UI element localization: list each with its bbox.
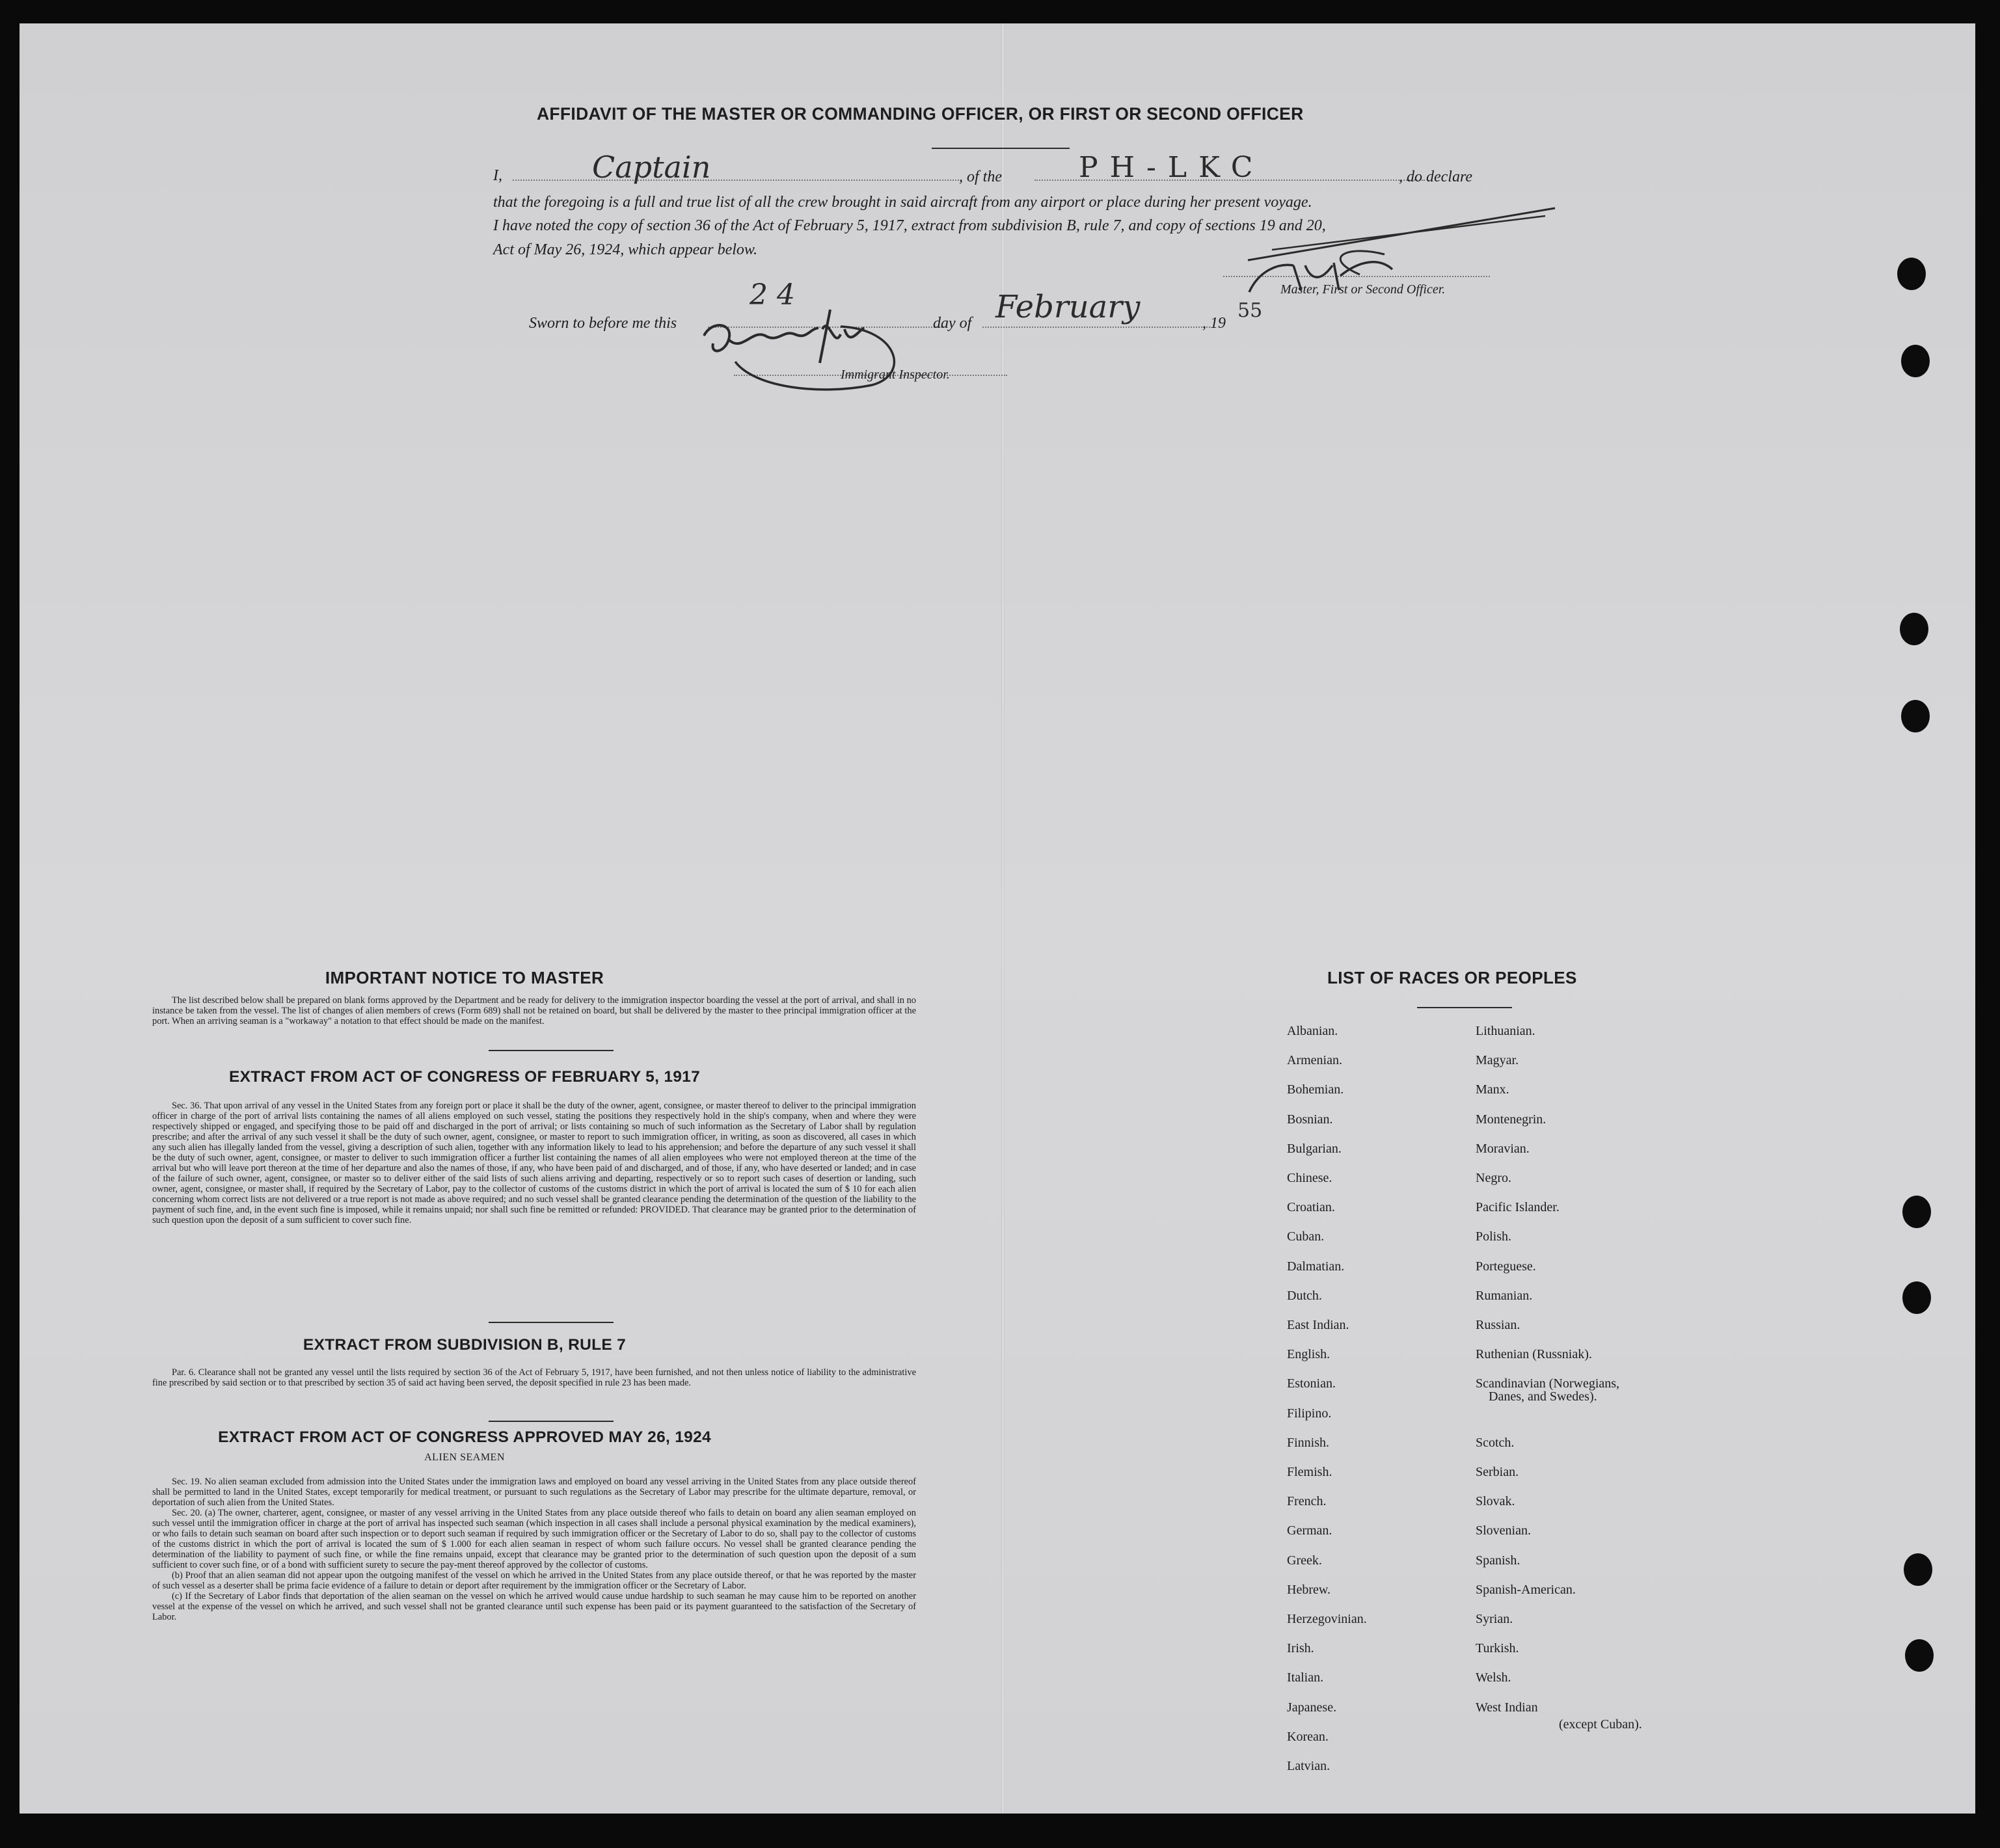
race-item: Greek.: [1287, 1553, 1322, 1568]
year-prefix: , 19: [1202, 315, 1226, 332]
race-item: Croatian.: [1287, 1200, 1335, 1215]
race-item: English.: [1287, 1347, 1331, 1362]
binder-hole: [1900, 613, 1928, 645]
race-item: Latvian.: [1287, 1759, 1331, 1773]
race-item: Finnish.: [1287, 1435, 1330, 1450]
race-item: Polish.: [1476, 1229, 1512, 1244]
extract-1917-heading: EXTRACT FROM ACT OF CONGRESS OF FEBRUARY 5, 1917: [228, 1068, 701, 1086]
sec-20b-text: (b) Proof that an alien seaman did not appear upon the outgoing manifest of the vessel on which he arrived in the United States from any place outside thereof, or that he was reported by the master of such vessel as a deserter shall be prima facie evidence of a failure to detain or deport after requirement by the immigration officer or the Secretary of Labor.: [152, 1570, 916, 1591]
rule-7-paragraph: [152, 1367, 916, 1388]
sec-20a-text: Sec. 20. (a) The owner, charterer, agent, consignee, or master of any vessel arriving in the United States from any place outside thereof who fails to detain on board any alien seaman employed on such vessel until the immigration officer in charge at the port of arrival has inspected such seaman (which inspection in all cases shall include a personal physical examination by the medical examiners), or who fails to detain such seaman on board after such inspection or to deport such seaman if required by such immigration officer or the Secretary of Labor to do so, shall pay to the collector of customs of the customs district in which the port of arrival is located the sum of $ 1.000 for each alien seaman in respect of whom such failure occurs. No vessel shall be granted clearance pending the determination of the liability to payment of such fine, or while the fine remains unpaid, except that clearance may be granted prior to the determination of such question upon the deposit of a sum sufficient to cover such fine, or of a bond with sufficient surety to secure the pay-ment thereof approved by the collector of customs.: [152, 1508, 916, 1570]
divider: [489, 1421, 614, 1422]
master-caption: Master, First or Second Officer.: [1280, 282, 1446, 297]
declaration-line-4: Act of May 26, 1924, which appear below.: [493, 241, 758, 258]
race-item: Chinese.: [1287, 1171, 1332, 1185]
day-of-label: day of: [933, 315, 972, 332]
race-item: Estonian.: [1287, 1376, 1336, 1391]
extract-1924-heading: EXTRACT FROM ACT OF CONGRESS APPROVED MAY 26, 1924: [218, 1428, 711, 1446]
par-6-text: Par. 6. Clearance shall not be granted any vessel until the lists required by section 36 of the Act of February 5, 1917, have been furnished, and not then unless notice of liability to the administrative fine prescribed by said section or to that prescribed by section 35 of said act having been served, the deposit specified in rule 23 has been made.: [152, 1367, 916, 1388]
binder-hole: [1905, 1639, 1934, 1672]
races-heading: LIST OF RACES OR PEOPLES: [1327, 968, 1577, 987]
race-item: Lithuanian.: [1476, 1024, 1535, 1038]
notice-paragraph: [152, 995, 916, 1026]
i-label: I,: [493, 167, 502, 184]
binder-hole: [1902, 1281, 1931, 1314]
race-item: Spanish.: [1476, 1553, 1520, 1568]
captain-handwriting: Captain: [592, 150, 711, 185]
race-item: Pacific Islander.: [1476, 1200, 1560, 1215]
binder-hole: [1901, 700, 1930, 732]
binder-hole: [1897, 258, 1926, 290]
race-item: Korean.: [1287, 1729, 1329, 1744]
race-item: Montenegrin.: [1476, 1112, 1547, 1127]
race-item: Magyar.: [1476, 1053, 1519, 1068]
race-item: Turkish.: [1476, 1641, 1519, 1656]
divider: [489, 1322, 614, 1323]
race-item: Filipino.: [1287, 1406, 1332, 1421]
rule-7-heading: EXTRACT FROM SUBDIVISION B, RULE 7: [303, 1336, 627, 1354]
sec-19-text: Sec. 19. No alien seaman excluded from admission into the United States under the immigration laws and employed on board any vessel arriving in the United States from any place outside thereof shall be permitted to land in the United States, except temporarily for medical treatment, or pursuant to such regulations as the Secretary of Labor may prescribe for the ultimate departure, removal, or deportation of such alien from the United States.: [152, 1477, 916, 1508]
race-item-continuation: Danes, and Swedes).: [1489, 1389, 1597, 1404]
race-item: Slovak.: [1476, 1494, 1515, 1509]
notice-text: The list described below shall be prepared on blank forms approved by the Department and be ready for delivery to the immigration inspector boarding the vessel at the port of arrival, and shall in no instance be taken from the vessel. The list of changes of alien members of crews (Form 689) shall not be retained on board, but shall be delivered by the master to thee principal immigration officer at the port. When an arriving seaman is a "workaway" a notation to that effect should be made on the manifest.: [152, 995, 916, 1026]
notice-heading: IMPORTANT NOTICE TO MASTER: [325, 968, 604, 987]
of-the-label: , of the: [959, 168, 1002, 185]
race-item: Flemish.: [1287, 1465, 1332, 1479]
race-item: West Indian: [1476, 1700, 1538, 1715]
binder-hole: [1904, 1553, 1932, 1586]
race-item: Rumanian.: [1476, 1288, 1533, 1303]
extract-1917-paragraph: [152, 1101, 916, 1225]
races-underline: [1417, 1007, 1512, 1008]
race-item: Irish.: [1287, 1641, 1314, 1656]
alien-seamen-subheading: ALIEN SEAMEN: [424, 1452, 505, 1463]
race-item: French.: [1287, 1494, 1327, 1509]
race-item: Welsh.: [1476, 1670, 1511, 1685]
extract-1924-paragraphs: [152, 1477, 916, 1622]
race-item: Russian.: [1476, 1318, 1520, 1332]
race-item: Herzegovinian.: [1287, 1612, 1367, 1626]
race-item: Armenian.: [1287, 1053, 1342, 1068]
declaration-line-3: I have noted the copy of section 36 of the Act of February 5, 1917, extract from subdivision B, rule 7, and copy of sections 19 and 20,: [493, 217, 1326, 234]
divider: [489, 1050, 614, 1051]
race-item: Porteguese.: [1476, 1259, 1536, 1274]
race-item: Scotch.: [1476, 1435, 1515, 1450]
race-item: Dutch.: [1287, 1288, 1322, 1303]
race-item: Bohemian.: [1287, 1082, 1344, 1097]
month-handwriting: February: [995, 289, 1141, 325]
race-item: Ruthenian (Russniak).: [1476, 1347, 1592, 1362]
inspector-caption: Immigrant Inspector.: [841, 368, 950, 382]
race-item: Negro.: [1476, 1171, 1511, 1185]
race-item: Albanian.: [1287, 1024, 1338, 1038]
race-item: Japanese.: [1287, 1700, 1337, 1715]
race-item: Moravian.: [1476, 1141, 1530, 1156]
race-item: East Indian.: [1287, 1318, 1349, 1332]
race-item: Spanish-American.: [1476, 1582, 1576, 1597]
year-handwriting: 55: [1237, 299, 1263, 322]
sec-20c-text: (c) If the Secretary of Labor finds that deportation of the alien seaman on the vessel on which he arrived would cause undue hardship to such seaman he may cause him to be reported on another vessel at the expense of the vessel on which he arrived, and such vessel shall not be granted clearance until such expense has been paid or its payment guaranteed to the satisfaction of the Secretary of Labor.: [152, 1591, 916, 1622]
day-handwriting: 24: [750, 278, 804, 312]
aircraft-handwriting: PH-LKC: [1079, 151, 1265, 184]
race-item-continuation: (except Cuban).: [1559, 1717, 1642, 1732]
race-item: Bosnian.: [1287, 1112, 1333, 1127]
race-item: Scandinavian (Norwegians,: [1476, 1376, 1620, 1391]
document-sheet: [20, 23, 1975, 1814]
binder-hole: [1901, 345, 1930, 377]
declaration-line-2: that the foregoing is a full and true list of all the crew brought in said aircraft from any airport or place during her present voyage.: [493, 194, 1312, 211]
affidavit-title: AFFIDAVIT OF THE MASTER OR COMMANDING OFFICER, OR FIRST OR SECOND OFFICER: [537, 104, 1304, 124]
race-item: Slovenian.: [1476, 1523, 1531, 1538]
race-item: Italian.: [1287, 1670, 1324, 1685]
sworn-label: Sworn to before me this: [529, 315, 677, 332]
race-item: Dalmatian.: [1287, 1259, 1345, 1274]
race-item: Cuban.: [1287, 1229, 1325, 1244]
race-item: Serbian.: [1476, 1465, 1519, 1479]
race-item: Hebrew.: [1287, 1582, 1331, 1597]
race-item: Syrian.: [1476, 1612, 1513, 1626]
race-item: Manx.: [1476, 1082, 1509, 1097]
race-item: German.: [1287, 1523, 1332, 1538]
sec-36-text: Sec. 36. That upon arrival of any vessel in the United States from any foreign port or place it shall be the duty of the owner, agent, consignee, or master thereof to deliver to the principal immigration officer in charge of the port of arrival lists containing the names of all aliens employed on such vessel, stating the positions they respectively hold in the ship's company, when and where they were respectively shipped or engaged, and specifying those to be paid off and discharged in the port of arrival; or lists containing so much of such information as the Secretary of Labor shall by regulation prescribe; and after the arrival of any such vessel it shall be the duty of such owner, agent, consignee, or master to report to such immigration officer, in writing, as soon as discovered, all cases in which any such alien has illegally landed from the vessel, giving a description of such alien, together with any information likely to lead to his apprehension; and before the departure of any such vessel it shall be the duty of such owner, agent, consignee, or master to deliver to such immigration officer a further list containing the names of all alien employees who were not employed thereon at the time of the arrival but who will leave port thereon at the time of her departure and also the names of those, if any, who have been paid of and discharged, and of those, if any, who have deserted or landed; and in case of the failure of such owner, agent, consignee, or master so to deliver either of the said lists of such aliens arriving and departing, respectively or so to report such cases of desertion or landing, such owner, agent, consignee, or master shall, if required by the Secretary of Labor, pay to the collector of customs of the customs district in which the port of arrival is located the sum of $ 10 for each alien concerning whom correct lists are not delivered or a true report is not made as above required; and no such vessel shall be granted clearance pending the determination of the question of the liability to the payment of such fine, and, in the event such fine is imposed, while it remains unpaid; nor shall such fine be remitted or refunded: PROVIDED. That clearance may be granted prior to the determination of such question upon the deposit of a sum sufficient to cover such fine.: [152, 1101, 916, 1225]
do-declare-label: , do declare: [1399, 168, 1473, 185]
binder-hole: [1902, 1196, 1931, 1228]
race-item: Bulgarian.: [1287, 1141, 1342, 1156]
